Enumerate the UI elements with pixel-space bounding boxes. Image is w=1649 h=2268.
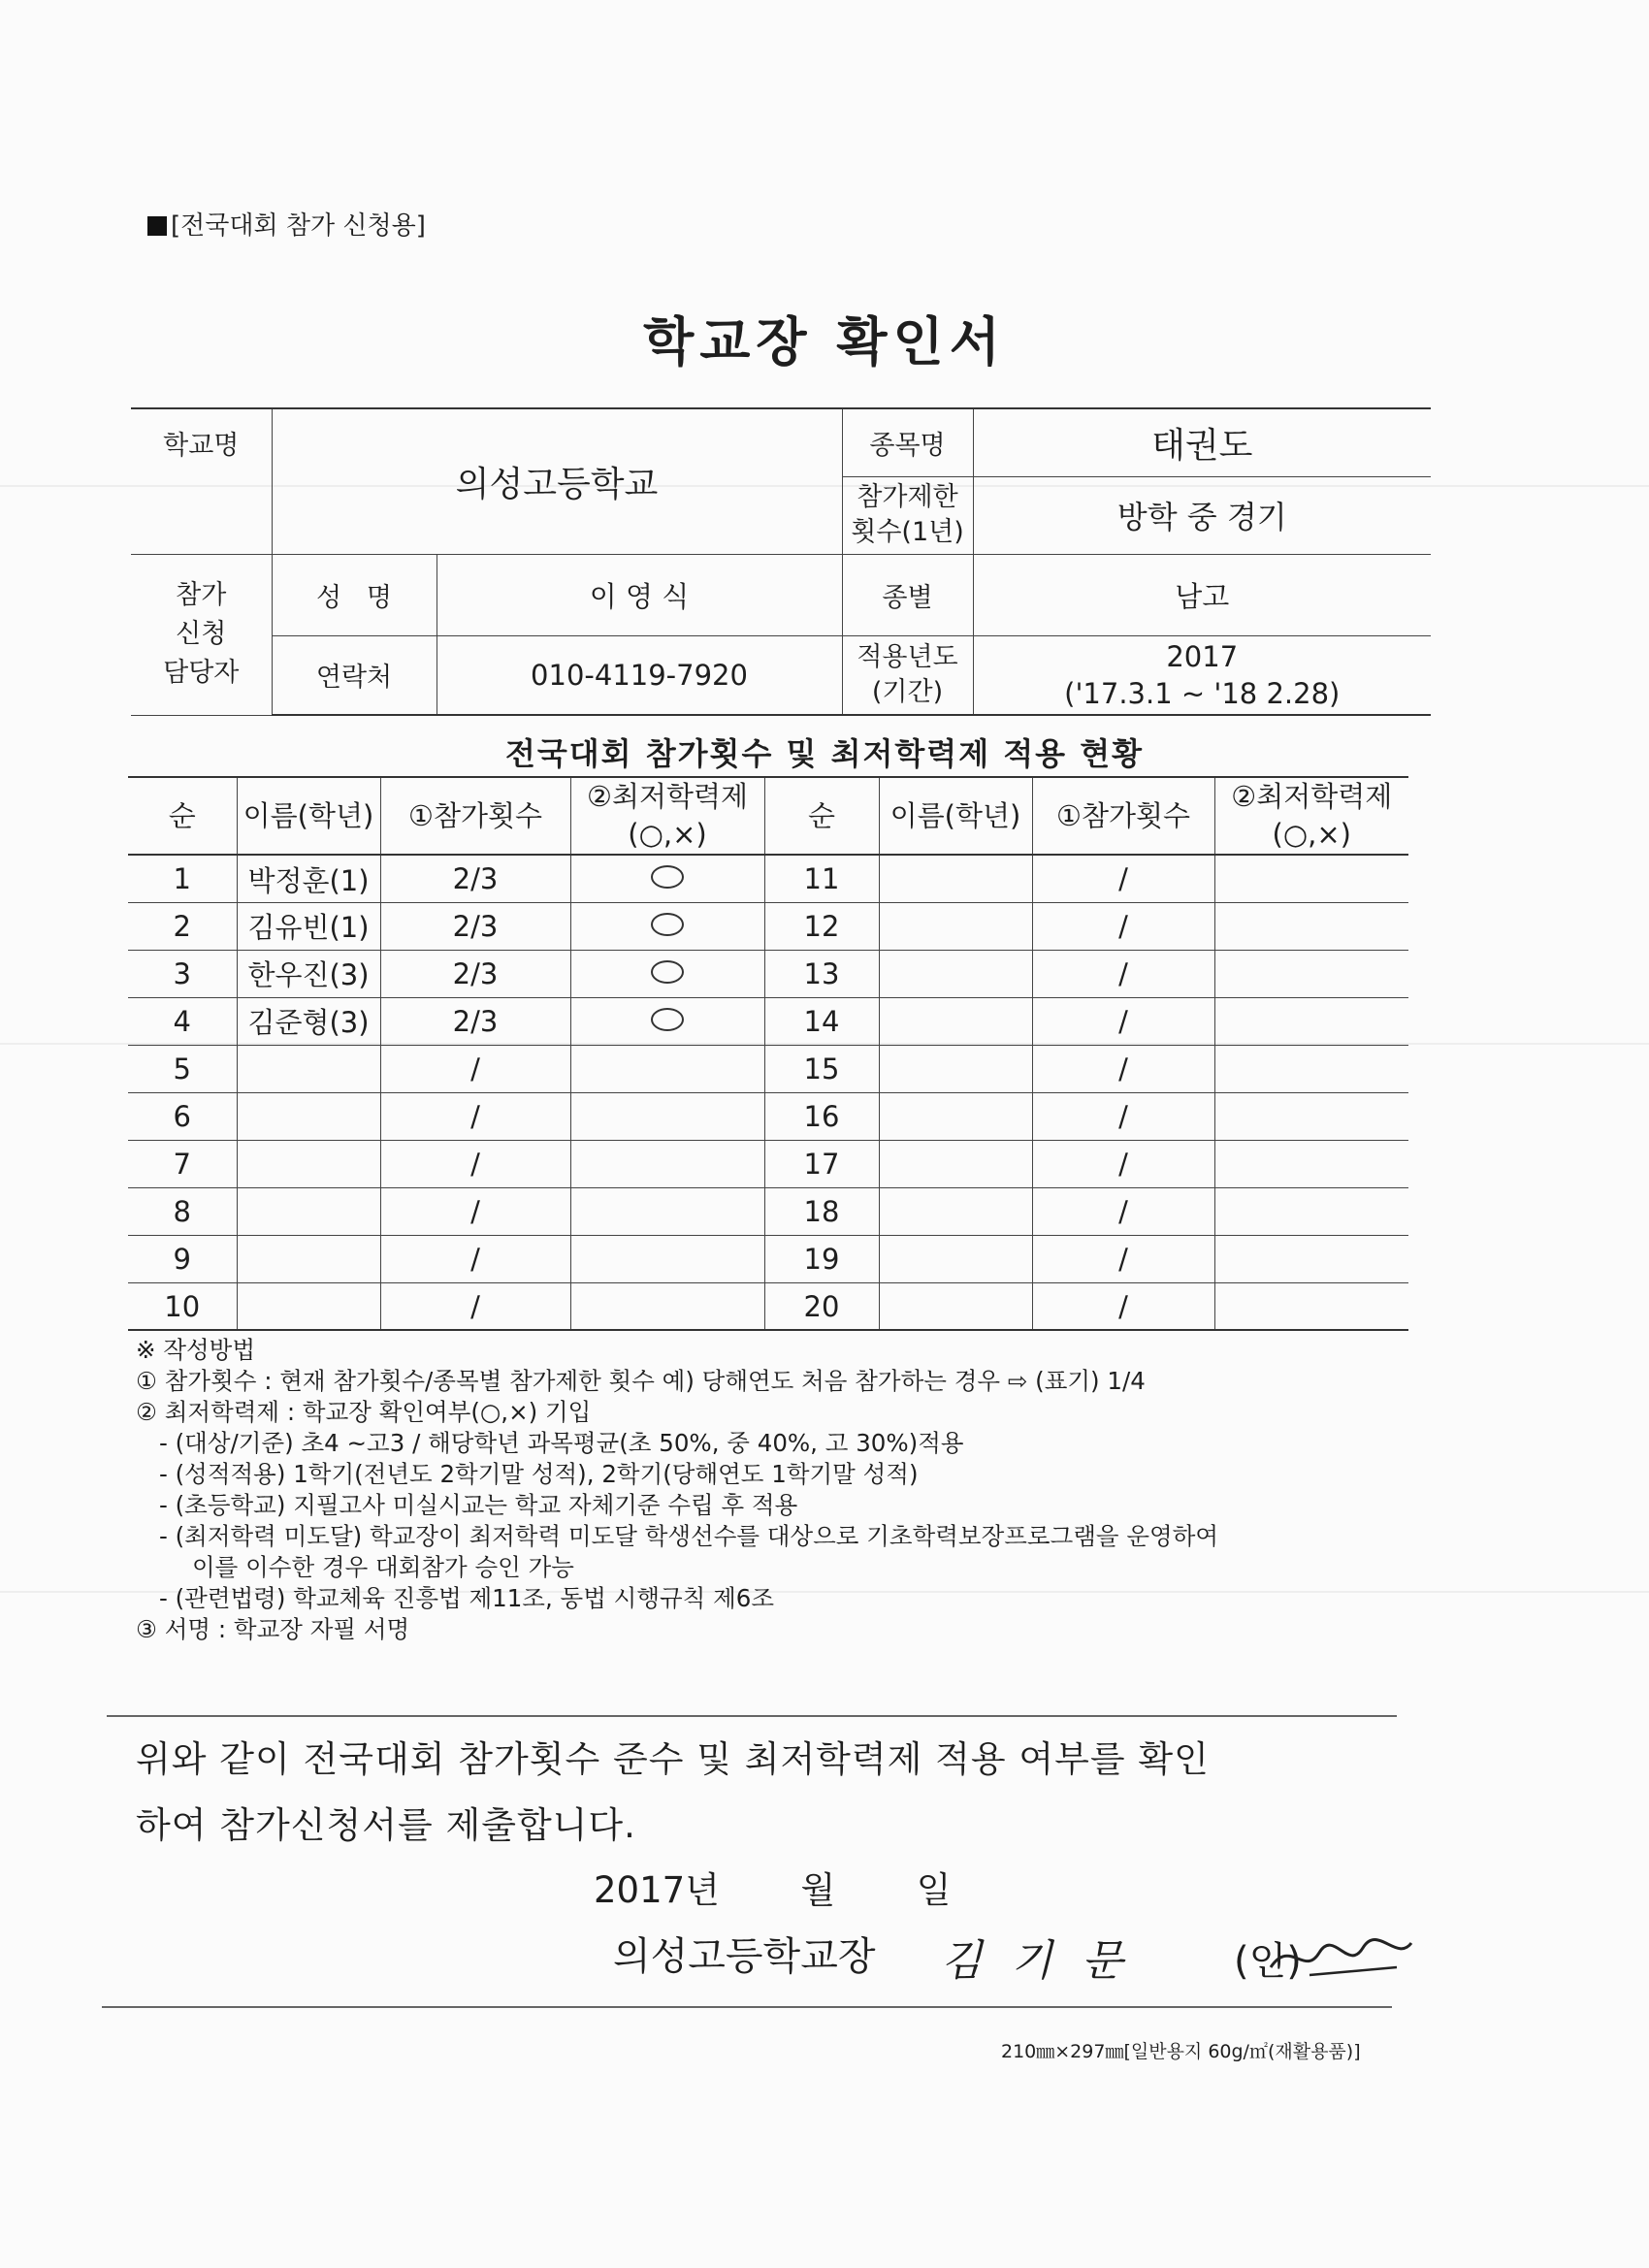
declaration-text — [136, 1727, 1397, 1859]
principal-signature: 김 기 문 — [941, 1936, 1131, 1986]
cell-no: 9 — [128, 1235, 237, 1282]
header-count: ①참가횟수 — [380, 777, 570, 855]
cell-no-right: 12 — [764, 902, 879, 950]
cell-min — [570, 1045, 764, 1092]
header-min — [570, 777, 764, 855]
date-year: 2017년 — [594, 1869, 720, 1911]
cell-no-right: 11 — [764, 855, 879, 902]
header-no: 순 — [128, 777, 237, 855]
table-row — [128, 1282, 1408, 1330]
cell-min-right — [1214, 1282, 1408, 1330]
cell-min-right — [1214, 855, 1408, 902]
cell-count: 2/3 — [380, 855, 570, 902]
instructions-heading: ※ 작성방법 — [136, 1336, 255, 1364]
records-subtitle: 전국대회 참가횟수 및 최저학력제 적용 현황 — [504, 735, 1145, 772]
limit-label-line2: 횟수(1년) — [851, 517, 964, 547]
date-line — [594, 1861, 951, 1913]
note-2a: - (대상/기준) 초4 ~고3 / 해당학년 과목평균(초 50%, 중 40%, 고 30%)적용 — [159, 1429, 964, 1457]
cell-count-right: / — [1032, 950, 1214, 997]
check-circle-icon — [651, 913, 684, 936]
division-value: 남고 — [973, 554, 1431, 635]
cell-name: 김유빈(1) — [237, 902, 380, 950]
name-label: 성 명 — [272, 554, 436, 635]
year-value-cell — [973, 635, 1431, 715]
divider-bottom — [102, 2006, 1392, 2008]
cell-count-right: / — [1032, 997, 1214, 1045]
cell-count: 2/3 — [380, 902, 570, 950]
cell-no-right: 15 — [764, 1045, 879, 1092]
info-table — [131, 407, 1431, 716]
cell-name — [237, 1092, 380, 1140]
form-category — [147, 206, 426, 242]
cell-count: / — [380, 1282, 570, 1330]
period-value: ('17.3.1 ~ '18 2.28) — [1064, 676, 1341, 710]
cell-no: 3 — [128, 950, 237, 997]
limit-value: 방학 중 경기 — [973, 476, 1431, 554]
header-no-right: 순 — [764, 777, 879, 855]
cell-no: 10 — [128, 1282, 237, 1330]
cell-name-right — [879, 950, 1032, 997]
note-2b: - (성적적용) 1학기(전년도 2학기말 성적), 2학기(당해연도 1학기말 성적) — [159, 1460, 919, 1488]
note-2c: - (초등학교) 지필고사 미실시교는 학교 자체기준 수립 후 적용 — [159, 1491, 798, 1519]
name-value: 이 영 식 — [436, 554, 842, 635]
records-header-row — [128, 777, 1408, 855]
cell-name-right — [879, 855, 1032, 902]
date-day: 일 — [916, 1869, 952, 1911]
table-row — [128, 855, 1408, 902]
cell-min — [570, 1235, 764, 1282]
cell-name — [237, 1187, 380, 1235]
note-2d: - (최저학력 미도달) 학교장이 최저학력 미도달 학생선수를 대상으로 기초학력보장프로그램을 운영하여 — [159, 1522, 1219, 1550]
applicant-label-line1: 참가 — [176, 580, 227, 610]
year-value: 2017 — [1166, 639, 1239, 673]
division-label: 종별 — [842, 554, 973, 635]
cell-min-right — [1214, 1092, 1408, 1140]
cell-count-right: / — [1032, 1282, 1214, 1330]
cell-name: 한우진(3) — [237, 950, 380, 997]
table-row — [128, 1235, 1408, 1282]
cell-count-right: / — [1032, 1140, 1214, 1187]
table-row — [128, 997, 1408, 1045]
cell-name-right — [879, 997, 1032, 1045]
header-name-right: 이름(학년) — [879, 777, 1032, 855]
principal-title: 의성고등학교장 — [613, 1934, 876, 1979]
records-body — [128, 855, 1408, 1330]
cell-no: 5 — [128, 1045, 237, 1092]
table-row — [128, 1092, 1408, 1140]
year-label — [842, 635, 973, 715]
square-bullet-icon — [147, 216, 167, 236]
cell-count: / — [380, 1187, 570, 1235]
cell-min — [570, 855, 764, 902]
cell-name-right — [879, 1187, 1032, 1235]
paper-spec: 210㎜×297㎜[일반용지 60g/㎡(재활용품)] — [1001, 2041, 1361, 2062]
table-row — [128, 1045, 1408, 1092]
cell-count-right: / — [1032, 1187, 1214, 1235]
limit-label — [842, 476, 973, 554]
cell-min — [570, 1282, 764, 1330]
cell-count: 2/3 — [380, 950, 570, 997]
cell-count-right: / — [1032, 1235, 1214, 1282]
note-2e: - (관련법령) 학교체육 진흥법 제11조, 동법 시행규칙 제6조 — [159, 1584, 775, 1612]
cell-no: 7 — [128, 1140, 237, 1187]
cell-min-right — [1214, 1140, 1408, 1187]
cell-no: 8 — [128, 1187, 237, 1235]
cell-name-right — [879, 1140, 1032, 1187]
instructions — [136, 1335, 1416, 1645]
cell-min-right — [1214, 950, 1408, 997]
cell-name: 박정훈(1) — [237, 855, 380, 902]
document-title: 학교장 확인서 — [643, 311, 1006, 373]
cell-min — [570, 1092, 764, 1140]
school-label-cont — [131, 476, 272, 554]
cell-min-right — [1214, 902, 1408, 950]
year-label-line1: 적용년도 — [857, 641, 958, 672]
cell-no: 2 — [128, 902, 237, 950]
cell-count: / — [380, 1092, 570, 1140]
declaration-line2: 하여 참가신청서를 제출합니다. — [136, 1804, 636, 1846]
cell-name — [237, 1140, 380, 1187]
cell-no-right: 16 — [764, 1092, 879, 1140]
sport-value: 태권도 — [973, 408, 1431, 476]
header-name: 이름(학년) — [237, 777, 380, 855]
cell-count: / — [380, 1140, 570, 1187]
sport-label: 종목명 — [842, 408, 973, 476]
header-count-right: ①참가횟수 — [1032, 777, 1214, 855]
cell-name-right — [879, 1282, 1032, 1330]
header-min-right-line2: (○,×) — [1272, 818, 1351, 852]
cell-min — [570, 902, 764, 950]
cell-count-right: / — [1032, 1092, 1214, 1140]
cell-name-right — [879, 902, 1032, 950]
form-category-text: [전국대회 참가 신청용] — [171, 211, 426, 241]
applicant-label — [131, 554, 272, 715]
header-min-line1: ②최저학력제 — [586, 780, 749, 813]
cell-no-right: 13 — [764, 950, 879, 997]
cell-min-right — [1214, 997, 1408, 1045]
cell-name-right — [879, 1235, 1032, 1282]
divider-top — [107, 1715, 1397, 1717]
cell-min — [570, 1187, 764, 1235]
school-name: 의성고등학교 — [272, 408, 842, 554]
table-row — [128, 1140, 1408, 1187]
cell-no: 6 — [128, 1092, 237, 1140]
note-2: ② 최저학력제 : 학교장 확인여부(○,×) 기입 — [136, 1398, 592, 1426]
contact-label: 연락처 — [272, 635, 436, 715]
cell-name — [237, 1235, 380, 1282]
seal-label: (인) — [1234, 1939, 1302, 1984]
cell-min-right — [1214, 1045, 1408, 1092]
cell-min — [570, 1140, 764, 1187]
date-month: 월 — [800, 1869, 836, 1911]
table-row — [128, 902, 1408, 950]
cell-count: / — [380, 1045, 570, 1092]
applicant-label-line3: 담당자 — [163, 658, 240, 688]
year-label-line2: (기간) — [871, 676, 944, 707]
check-circle-icon — [651, 960, 684, 984]
applicant-label-line2: 신청 — [176, 619, 227, 649]
cell-name-right — [879, 1045, 1032, 1092]
note-1: ① 참가횟수 : 현재 참가횟수/종목별 참가제한 횟수 예) 당해연도 처음 참가하는 경우 ⇨ (표기) 1/4 — [136, 1367, 1146, 1395]
cell-name — [237, 1282, 380, 1330]
cell-min-right — [1214, 1235, 1408, 1282]
cell-name-right — [879, 1092, 1032, 1140]
header-min-right — [1214, 777, 1408, 855]
cell-min — [570, 950, 764, 997]
cell-count-right: / — [1032, 902, 1214, 950]
cell-name — [237, 1045, 380, 1092]
cell-min — [570, 997, 764, 1045]
check-circle-icon — [651, 865, 684, 889]
table-row — [128, 950, 1408, 997]
header-min-right-line1: ②최저학력제 — [1231, 780, 1393, 813]
table-row — [128, 1187, 1408, 1235]
school-label: 학교명 — [131, 408, 272, 476]
cell-no-right: 20 — [764, 1282, 879, 1330]
cell-min-right — [1214, 1187, 1408, 1235]
cell-no-right: 18 — [764, 1187, 879, 1235]
declaration-line1: 위와 같이 전국대회 참가횟수 준수 및 최저학력제 적용 여부를 확인 — [136, 1738, 1210, 1780]
seal-signature-icon — [1251, 1928, 1416, 1987]
note-2d-cont: 이를 이수한 경우 대회참가 승인 가능 — [192, 1553, 574, 1581]
cell-name: 김준형(3) — [237, 997, 380, 1045]
cell-no: 1 — [128, 855, 237, 902]
cell-count: 2/3 — [380, 997, 570, 1045]
cell-count-right: / — [1032, 855, 1214, 902]
cell-no-right: 17 — [764, 1140, 879, 1187]
cell-no-right: 19 — [764, 1235, 879, 1282]
check-circle-icon — [651, 1008, 684, 1031]
cell-no: 4 — [128, 997, 237, 1045]
limit-label-line1: 참가제한 — [857, 482, 958, 512]
cell-count: / — [380, 1235, 570, 1282]
note-3: ③ 서명 : 학교장 자필 서명 — [136, 1615, 410, 1643]
cell-no-right: 14 — [764, 997, 879, 1045]
header-min-line2: (○,×) — [628, 818, 707, 852]
contact-value: 010-4119-7920 — [436, 635, 842, 715]
records-table — [128, 776, 1408, 1331]
cell-count-right: / — [1032, 1045, 1214, 1092]
